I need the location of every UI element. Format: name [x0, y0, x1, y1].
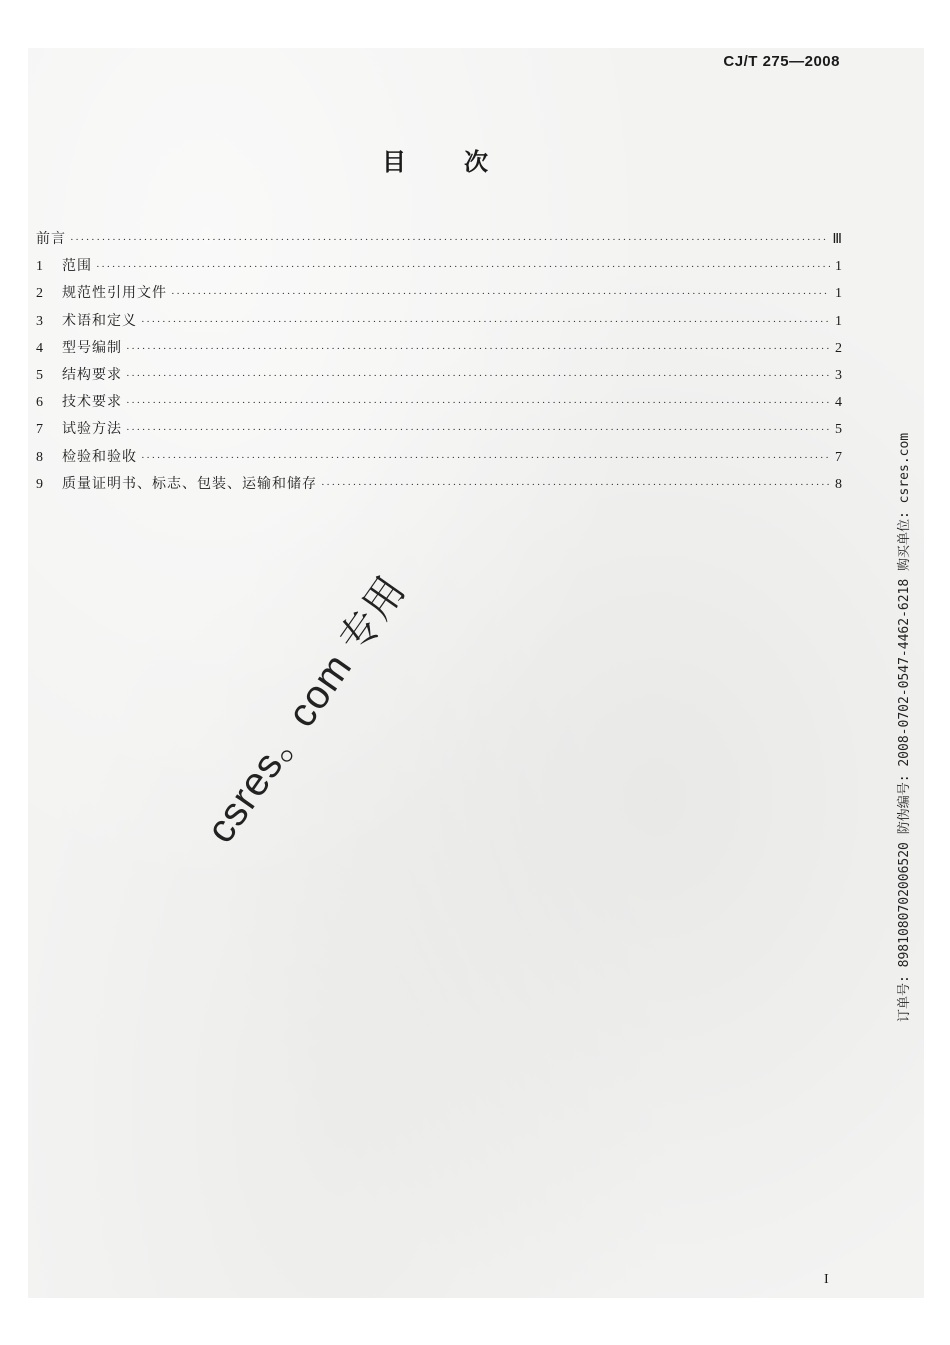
- toc-leader-dots: [321, 479, 830, 491]
- toc-entry-3[interactable]: [36, 310, 842, 337]
- toc-label: 质量证明书、标志、包装、运输和储存: [62, 475, 317, 492]
- toc-page-number: 7: [835, 449, 842, 465]
- title-char-2: 次: [464, 148, 488, 176]
- toc-label: 前言: [36, 231, 66, 247]
- toc-number: 9: [36, 476, 43, 492]
- toc-entry-1[interactable]: [36, 255, 842, 282]
- toc-label: 检验和验收: [62, 448, 137, 465]
- toc-number: 2: [36, 286, 43, 302]
- toc-leader-dots: [171, 288, 830, 300]
- toc-label: 技术要求: [62, 394, 122, 411]
- toc-leader-dots: [96, 261, 830, 273]
- toc-entry-2[interactable]: [36, 282, 842, 309]
- toc-label: 试验方法: [62, 421, 122, 438]
- toc-entry-5[interactable]: [36, 364, 842, 391]
- toc-leader-dots: [126, 424, 830, 436]
- toc-number: 3: [36, 313, 43, 329]
- toc-label: 范围: [62, 258, 92, 275]
- toc-number: 4: [36, 340, 43, 356]
- toc-leader-dots: [126, 343, 830, 355]
- purchase-stamp-text: 订单号: 8981080702006520 防伪编号: 2008-0702-0547-4462-6218 购买单位: csres.com: [897, 432, 912, 1022]
- toc-page-number: 1: [835, 286, 842, 302]
- toc-leader-dots: [126, 397, 830, 409]
- toc-page-number: 4: [835, 395, 842, 411]
- toc-leader-dots: [70, 234, 828, 246]
- toc-entry-4[interactable]: [36, 337, 842, 364]
- toc-entry-preface[interactable]: [36, 228, 842, 255]
- toc-leader-dots: [126, 370, 830, 382]
- document-code: CJ/T 275—2008: [723, 53, 840, 70]
- toc-entry-7[interactable]: [36, 418, 842, 445]
- toc-number: 5: [36, 367, 43, 383]
- watermark-text: csres。com 专用: [198, 568, 415, 851]
- toc-page-number: 2: [835, 340, 842, 356]
- toc-label: 型号编制: [62, 339, 122, 356]
- toc-entry-8[interactable]: [36, 446, 842, 473]
- toc-number: 6: [36, 395, 43, 411]
- table-of-contents: [36, 228, 842, 500]
- page-number: I: [824, 1272, 829, 1287]
- toc-number: 1: [36, 259, 43, 275]
- toc-leader-dots: [141, 316, 830, 328]
- toc-page-number: 1: [835, 313, 842, 329]
- page-title: [0, 142, 870, 177]
- toc-label: 结构要求: [62, 366, 122, 383]
- toc-entry-6[interactable]: [36, 391, 842, 418]
- toc-page-number: 1: [835, 259, 842, 275]
- toc-page-number: Ⅲ: [832, 232, 842, 247]
- toc-number: 7: [36, 422, 43, 438]
- toc-label: 术语和定义: [62, 312, 137, 329]
- toc-label: 规范性引用文件: [62, 285, 167, 302]
- toc-page-number: 8: [835, 476, 842, 492]
- toc-entry-9[interactable]: [36, 473, 842, 500]
- toc-page-number: 5: [835, 422, 842, 438]
- toc-number: 8: [36, 449, 43, 465]
- toc-leader-dots: [141, 452, 830, 464]
- title-char-1: 目: [382, 148, 406, 176]
- toc-page-number: 3: [835, 367, 842, 383]
